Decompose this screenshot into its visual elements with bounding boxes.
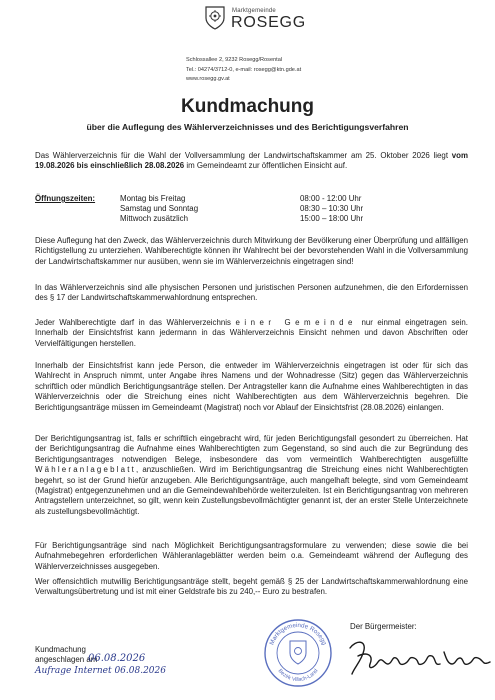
address-block <box>186 56 301 85</box>
opening-hours-label: Öffnungszeiten: <box>35 194 96 203</box>
intro-text-end: im Gemeindeamt zur öffentlichen Einsicht auf. <box>184 161 348 171</box>
emphasis-text: Wähleranlageblatt <box>35 465 137 475</box>
svg-text:Marktgemeinde Rosegg: Marktgemeinde Rosegg <box>268 621 328 647</box>
svg-text:Bezirk Villach-Land: Bezirk Villach-Land <box>276 668 320 684</box>
handwritten-internet-note: Aufrage Internet 06.08.2026 <box>35 666 166 676</box>
hours-day: Samstag und Sonntag <box>120 204 199 213</box>
forms-paragraph: Für Berichtigungsanträge sind nach Möglichkeit Berichtigungsantragsformulare zu verwenden; diese sowie die bei Aufnahmebegehren erforderlichen Wähleranlageblätter werden beim o.a. Gemeindeamt während der Auflegung des Wählerverzeichnisses ausgegeben. <box>35 541 468 571</box>
intro-paragraph <box>35 151 468 172</box>
paragraph-text: Jeder Wahlberechtigte darf in das Wählerverzeichnis <box>35 318 236 327</box>
mayor-label: Der Bürgermeister: <box>350 622 417 631</box>
document-title: Kundmachung <box>181 96 314 117</box>
official-stamp-icon <box>262 617 334 689</box>
purpose-paragraph: Diese Auflegung hat den Zweck, das Wählerverzeichnis durch Mitwirkung der Bevölkerung einer Überprüfung und allfälligen Richtigstellung zu unterziehen. Wahlberechtigte können ihr Wahlrecht bei der bevorstehenden Wahl in die Vollversammlung der Landwirtschaftskammer nur ausüben, wenn sie im Wählerverzeichnis eingetragen sind! <box>35 236 468 266</box>
org-name: ROSEGG <box>231 14 307 31</box>
objection-paragraph: Innerhalb der Einsichtsfrist kann jede Person, die entweder im Wählerverzeichnis eingetragen ist oder für sich das Wahlrecht in Anspruch nimmt, unter Angabe ihres Namens und der Wohnadresse (Sitz) gegen das Wählerverzeichnis schriftlich oder mündlich Berichtigungsanträge stellen. Der Antragsteller kann die Aufnahme eines Wahlberechtigten in das Wählerverzeichnis oder die Streichung eines nicht Wahlberechtigten aus dem Wählerverzeichnis begehren. Die Berichtigungsanträge müssen im Gemeindeamt (Magistrat) noch vor Ablauf der Einsichtsfrist (28.08.2026) einlangen. <box>35 361 468 412</box>
contact-line: Tel.: 04274/3712-0, e-mail: rosegg@ktn.gde.at <box>186 66 302 73</box>
hours-time: 08:00 - 12:00 Uhr <box>300 194 362 203</box>
request-paragraph <box>35 434 468 517</box>
intro-text: Das Wählerverzeichnis für die Wahl der Vollversammlung der Landwirtschaftskammer am 25. Oktober 2026 liegt <box>35 151 452 160</box>
paragraph-text: Der Berichtigungsantrag ist, falls er schriftlich eingebracht wird, für jeden Berichtigungsfall gesondert zu überreichen. Hat der Berichtigungsantrag die Aufnahme eines Wahlberechtigten zum Gegenstand, so sind auch die zur Begründung des Berichtigungsantrages notwendigen Belege, insbesondere das vom vermeintlich Wahlberechtigten ausgefüllte <box>35 434 468 464</box>
mayor-signature-icon <box>344 634 494 680</box>
address-line: Schlossallee 2, 9232 Rosegg/Rosental <box>186 57 283 63</box>
website-line: www.rosegg.gv.at <box>186 76 230 82</box>
one-municipality-paragraph <box>35 318 468 349</box>
document-subtitle: über die Auflegung des Wählerverzeichnisses und des Berichtigungsverfahren <box>86 122 409 132</box>
posting-label: Kundmachung <box>35 645 86 654</box>
hours-time: 08:30 – 10:30 Uhr <box>300 204 364 213</box>
handwritten-date: 06.08.2026 <box>88 653 146 664</box>
hours-day: Montag bis Freitag <box>120 194 186 203</box>
hours-time: 15:00 – 18:00 Uhr <box>300 214 364 223</box>
paragraph-text: nur einmal eingetragen sein. Innerhalb der Einsichtsfrist kann jedermann in das Wählerverzeichnis Einsicht nehmen und davon Abschriften oder Vervielfältigungen herstellen. <box>35 318 468 348</box>
posting-line: angeschlagen am <box>35 655 98 665</box>
org-type: Marktgemeinde <box>232 8 276 14</box>
intro-date-range: vom 19.08.2026 bis einschließlich 28.08.2026 <box>35 151 468 171</box>
hours-day: Mittwoch zusätzlich <box>120 214 188 223</box>
emphasis-text: einer Gemeinde <box>235 318 357 327</box>
paragraph-text: , anzuschließen. Wird im Berichtigungsantrag die Streichung eines nicht Wahlberechtigten begehrt, so ist der Grund hiefür anzugeben. Alle Berichtigungsanträge, auch mangelhaft belegte, sind vom Gemeindeamt (Magistrat) entgegenzunehmen und an die Gemeindewahlbehörde weiterzuleiten. Ist ein Berichtigungsantrag von mehreren Antragstellern unterzeichnet, so gilt, wenn kein Zustellungsbevollmächtigter genannt ist, der an erster Stelle Unterzeichnete als zustellungsbevollmächtigt. <box>35 465 468 516</box>
coat-of-arms-icon <box>204 5 226 31</box>
penalty-paragraph: Wer offensichtlich mutwillig Berichtigungsanträge stellt, begeht gemäß § 25 der Landwirtschaftskammerwahlordnung eine Verwaltungsübertretung und ist mit einer Geldstrafe bis zu 240,-- Euro zu bestrafen. <box>35 577 468 597</box>
entities-paragraph: In das Wählerverzeichnis sind alle physischen Personen und juristischen Personen aufzunehmen, die den Erfordernissen des § 17 der Landwirtschaftskammerwahlordnung entsprechen. <box>35 283 468 303</box>
